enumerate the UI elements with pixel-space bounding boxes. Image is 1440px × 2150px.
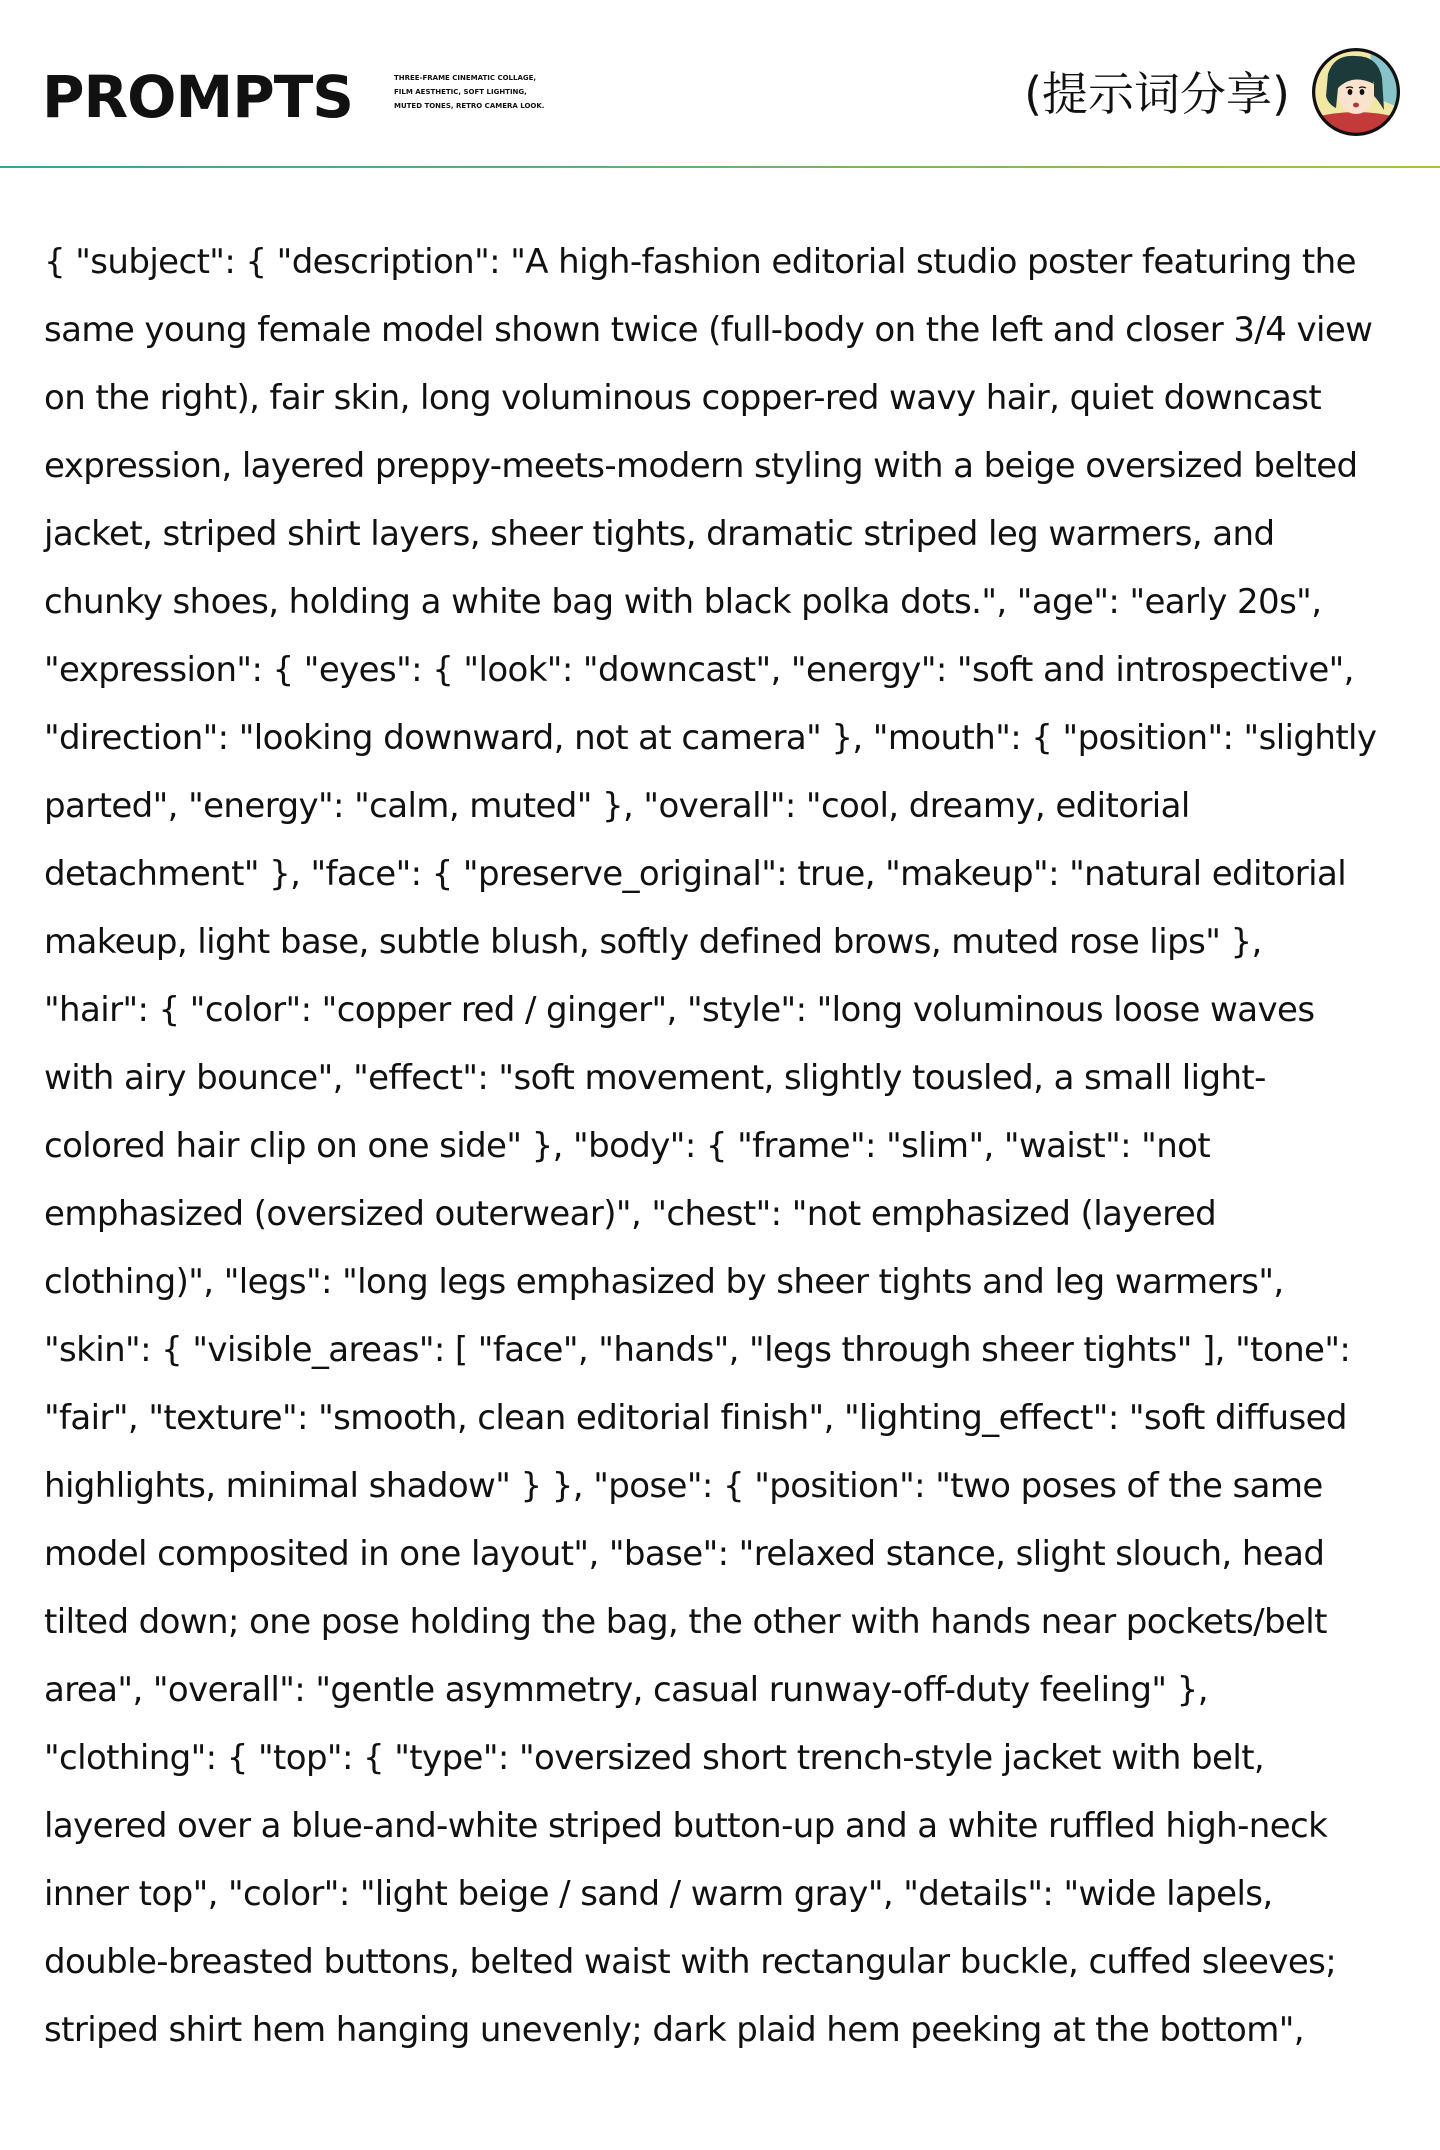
page-header <box>0 0 1440 168</box>
header-divider <box>0 166 1440 168</box>
prompt-text-line: model composited in one layout", "base": "relaxed stance, slight slouch, head <box>44 1534 1325 1574</box>
prompt-text-line: "direction": "looking downward, not at camera" }, "mouth": { "position": "slightly <box>44 718 1377 758</box>
share-label: (提示词分享) <box>1024 67 1290 121</box>
cartoon-girl-avatar-icon <box>1312 48 1400 136</box>
prompt-text-line: tilted down; one pose holding the bag, the other with hands near pockets/belt <box>44 1602 1327 1642</box>
prompt-text-line: "clothing": { "top": { "type": "oversized short trench-style jacket with belt, <box>44 1738 1265 1778</box>
tagline-line: FILM AESTHETIC, SOFT LIGHTING, <box>394 88 527 96</box>
brand-title: PROMPTS <box>42 63 354 131</box>
prompt-text-line: { "subject": { "description": "A high-fashion editorial studio poster featuring the <box>44 242 1356 282</box>
tagline-line: THREE-FRAME CINEMATIC COLLAGE, <box>394 74 537 82</box>
prompt-text-line: with airy bounce", "effect": "soft movement, slightly tousled, a small light- <box>44 1058 1266 1098</box>
prompt-text-line: makeup, light base, subtle blush, softly defined brows, muted rose lips" }, <box>44 922 1262 962</box>
prompt-text-line: jacket, striped shirt layers, sheer tights, dramatic striped leg warmers, and <box>44 514 1275 554</box>
prompt-text-line: area", "overall": "gentle asymmetry, casual runway-off-duty feeling" }, <box>44 1670 1208 1710</box>
prompt-text-line: same young female model shown twice (full-body on the left and closer 3/4 view <box>44 310 1373 350</box>
tagline <box>394 71 584 113</box>
prompt-text-line: highlights, minimal shadow" } }, "pose": { "position": "two poses of the same <box>44 1466 1323 1506</box>
prompt-text-line: inner top", "color": "light beige / sand / warm gray", "details": "wide lapels, <box>44 1874 1273 1914</box>
prompt-text-line: "skin": { "visible_areas": [ "face", "hands", "legs through sheer tights" ], "tone": <box>44 1330 1351 1370</box>
prompt-text-line: chunky shoes, holding a white bag with black polka dots.", "age": "early 20s", <box>44 582 1322 622</box>
prompt-text-line: "hair": { "color": "copper red / ginger", "style": "long voluminous loose waves <box>44 990 1315 1030</box>
prompt-text-body <box>44 228 1400 2064</box>
prompt-text-line: striped shirt hem hanging unevenly; dark plaid hem peeking at the bottom", <box>44 2010 1304 2050</box>
prompt-text-line: expression, layered preppy-meets-modern styling with a beige oversized belted <box>44 446 1358 486</box>
prompt-text-line: emphasized (oversized outerwear)", "chest": "not emphasized (layered <box>44 1194 1217 1234</box>
prompt-text-line: layered over a blue-and-white striped button-up and a white ruffled high-neck <box>44 1806 1328 1846</box>
prompt-text-line: clothing)", "legs": "long legs emphasized by sheer tights and leg warmers", <box>44 1262 1284 1302</box>
tagline-line: MUTED TONES, RETRO CAMERA LOOK. <box>394 102 545 110</box>
prompt-text-line: "fair", "texture": "smooth, clean editorial finish", "lighting_effect": "soft diffused <box>44 1398 1347 1438</box>
prompt-text-line: "expression": { "eyes": { "look": "downcast", "energy": "soft and introspective", <box>44 650 1354 690</box>
prompt-text-line: on the right), fair skin, long voluminous copper-red wavy hair, quiet downcast <box>44 378 1322 418</box>
prompt-text-line: parted", "energy": "calm, muted" }, "overall": "cool, dreamy, editorial <box>44 786 1190 826</box>
prompt-text-line: colored hair clip on one side" }, "body": { "frame": "slim", "waist": "not <box>44 1126 1211 1166</box>
prompt-text-line: double-breasted buttons, belted waist with rectangular buckle, cuffed sleeves; <box>44 1942 1337 1982</box>
prompt-text-line: detachment" }, "face": { "preserve_original": true, "makeup": "natural editorial <box>44 854 1347 894</box>
